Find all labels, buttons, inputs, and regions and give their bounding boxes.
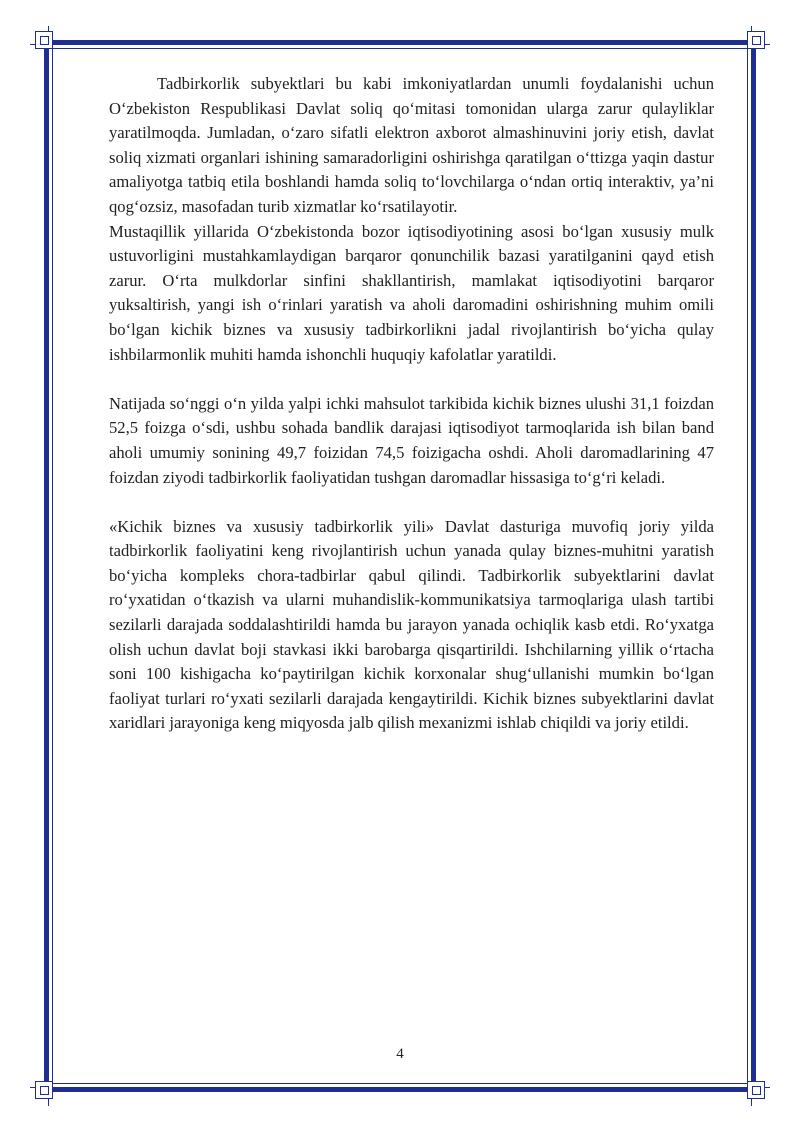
border-line-right	[751, 26, 752, 1106]
page-number: 4	[396, 1046, 404, 1062]
paragraph-1: Tadbirkorlik subyektlari bu kabi imkoniyatlardan unumli foydalanishi uchun O‘zbekiston Respublikasi Davlat soliq qo‘mitasi tomonidan ularga zarur qulayliklar yaratilmoqda. Jumladan, o‘zaro sifatli elektron axborot almashinuvini joriy etish, davlat soliq xizmati organlari ishining samaradorligini oshirishga qaratilgan o‘ttizga yaqin dastur amaliyotga tatbiq etila boshlandi hamda soliq to‘lovchilarga o‘ndan ortiq interaktiv, ya’ni qog‘ozsiz, masofadan turib xizmatlar ko‘rsatilayotir.	[109, 74, 714, 216]
corner-ornament-top-right	[747, 31, 765, 49]
corner-ornament-top-left	[35, 31, 53, 49]
paragraph-3: Natijada so‘nggi o‘n yilda yalpi ichki mahsulot tarkibida kichik biznes ulushi 31,1 foizdan 52,5 foizga o‘sdi, ushbu sohada bandlik darajasi iqtisodiyot tarmoqlarida ish bilan band aholi umumiy sonining 49,7 foizidan 74,5 foizigacha oshdi. Aholi daromadlarining 47 foizdan ziyodi tadbirkorlik faoliyatidan tushgan daromadlar hissasiga to‘g‘ri keladi.	[109, 393, 714, 487]
border-line-left	[48, 26, 49, 1106]
corner-ornament-bottom-right	[747, 1081, 765, 1099]
corner-ornament-bottom-left	[35, 1081, 53, 1099]
paragraph-4: «Kichik biznes va xususiy tadbirkorlik yili» Davlat dasturiga muvofiq joriy yilda tadbirkorlik faoliyatini keng rivojlantirish uchun yanada qulay biznes-muhitni yaratish bo‘yicha kompleks chora-tadbirlar qabul qilindi. Tadbirkorlik subyektlarini davlat ro‘yxatidan o‘tkazish va ularni muhandislik-kommunikatsiya tarmoqlariga ulash tartibi sezilarli darajada soddalashtirildi hamda bu jarayon yanada ochiqlik kasb etdi. Ro‘yxatga olish uchun davlat boji stavkasi ikki barobarga qisqartirildi. Ishchilarning yillik o‘rtacha soni 100 kishigacha ko‘paytirilgan kichik korxonalar shug‘ullanishi mumkin bo‘lgan faoliyat turlari ro‘yxati sezilarli darajada kengaytirildi. Kichik biznes subyektlarini davlat xaridlari jarayoniga keng miqyosda jalb qilish mexanizmi ishlab chiqildi va joriy etildi.	[109, 516, 714, 733]
paragraph-2: Mustaqillik yillarida O‘zbekistonda bozor iqtisodiyotining asosi bo‘lgan xususiy mulk ustuvorligini mustahkamlaydigan barqaror qonunchilik bazasi yaratilganini qayd etish zarur. O‘rta mulkdorlar sinfini shakllantirish, mamlakat iqtisodiyotini barqaror yuksaltirish, yangi ish o‘rinlari yaratish va aholi daromadini oshirishning muhim omili bo‘lgan kichik biznes va xususiy tadbirkorlikni jadal rivojlantirish bo‘yicha qulay ishbilarmonlik muhiti hamda ishonchli huquqiy kafolatlar yaratildi.	[109, 221, 714, 364]
border-line-bottom	[30, 1087, 770, 1088]
document-body	[109, 72, 714, 736]
border-line-top	[30, 44, 770, 45]
